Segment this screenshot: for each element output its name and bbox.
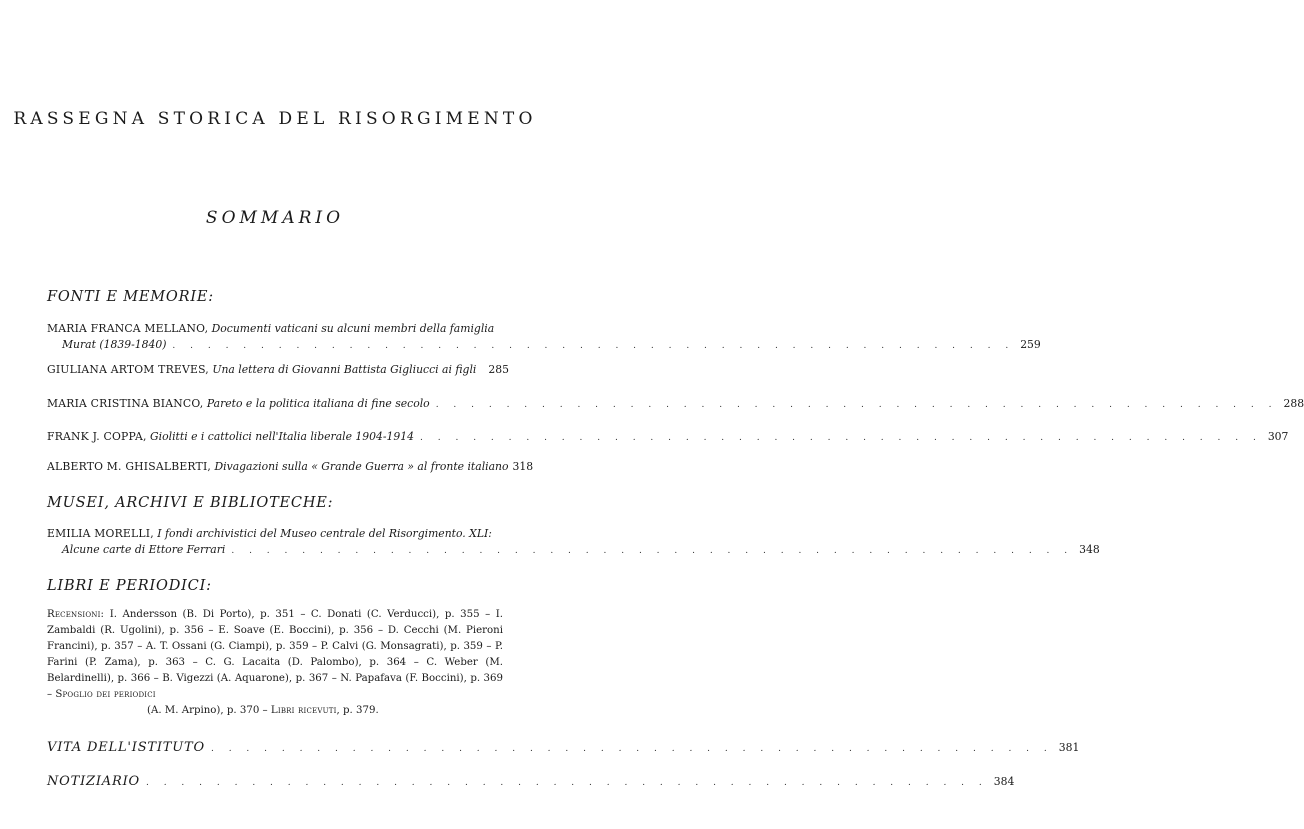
dot-leader: . . . . . . . . . . . . . . . . . . . . . . . . . . . . . . . . . . . . . . . . . . . . . . . . xyxy=(231,546,1074,556)
entry-title: Documenti vaticani su alcuni membri della famiglia xyxy=(211,322,495,335)
libri-ricevuti-page: , p. 379. xyxy=(336,705,379,716)
section-heading-fonti: FONTI E MEMORIE: xyxy=(47,289,214,305)
page-number: 288 xyxy=(1283,397,1304,410)
dot-leader: . . . . . . . . . . . . . . . . . . . . . . . . . . . . . . . . . . . . . . . . . . . . . . . . xyxy=(210,744,1053,754)
entry-title: Giolitti e i cattolici nell'Italia liberale 1904-1914 xyxy=(150,430,415,443)
dot-leader: . . . . . . . . . . . . . . . . . . . . . . . . . . . . . . . . . . . . . . . . . . . . . . . . xyxy=(145,778,988,788)
dot-leader: . . . . . . . . . . . . . . . . . . . . . . . . . . . . . . . . . . . . . . . . . . . . . . . . xyxy=(435,400,1278,410)
spoglio-detail: (A. M. Arpino), p. 370 – xyxy=(147,705,268,716)
section-heading-libri: LIBRI E PERIODICI: xyxy=(47,578,212,594)
toc-entry-mellano xyxy=(47,321,1041,354)
entry-title: I fondi archivistici del Museo centrale del Risorgimento. XLI: xyxy=(157,527,492,540)
entry-author: ALBERTO M. GHISALBERTI, xyxy=(47,460,212,473)
page-number: 285 xyxy=(488,363,509,376)
entry-title: Divagazioni sulla « Grande Guerra » al fronte italiano xyxy=(214,460,509,473)
toc-entry-ghisalberti xyxy=(47,459,534,475)
entry-title: Una lettera di Giovanni Battista Gigliucci ai figli xyxy=(212,363,477,376)
toc-entry-morelli xyxy=(47,526,1100,559)
entry-title: Pareto e la politica italiana di fine secolo xyxy=(206,397,430,410)
entry-title-continued: Alcune carte di Ettore Ferrari xyxy=(62,543,226,556)
reviews-list: I. Andersson (B. Di Porto), p. 351 – C. Donati (C. Verducci), p. 355 – I. Zambaldi (R. Ugolini), p. 356 – E. Soave (E. Boccini), p. 356 – D. Cecchi (M. Pieroni Francini), p. 357 – A. T. Ossani (G. Ciampi), p. 359 – P. Calvi (G. Monsagrati), p. 359 – P. Farini (P. Zama), p. 363 – C. G. Lacaita (D. Palombo), p. 364 – C. Weber (M. Belardinelli), p. 366 – B. Vigezzi (A. Aquarone), p. 367 – N. Papafava (F. Boccini), p. 369 – xyxy=(47,609,503,700)
spoglio-label: Spoglio dei periodici xyxy=(55,689,156,700)
section-heading-musei: MUSEI, ARCHIVI E BIBLIOTECHE: xyxy=(47,495,334,511)
page-number: 307 xyxy=(1267,430,1289,443)
entry-author: FRANK J. COPPA, xyxy=(47,430,147,443)
libri-ricevuti-label: Libri ricevuti xyxy=(270,705,337,716)
toc-entry-coppa xyxy=(47,429,1289,446)
toc-entry-artom-treves xyxy=(47,362,509,379)
recensioni-label: Recensioni: xyxy=(47,609,105,620)
dot-leader: . . . . . . . . . . . . . . . . . . . . . . . . . . . . . . . . . . . . . . . . . . . . . . . . xyxy=(420,433,1262,443)
entry-author: MARIA FRANCA MELLANO, xyxy=(47,322,209,335)
journal-title: RASSEGNA STORICA DEL RISORGIMENTO xyxy=(13,109,537,129)
toc-entry-vita xyxy=(47,740,1080,755)
entry-title-continued: Murat (1839-1840) xyxy=(62,338,167,351)
page-number: 381 xyxy=(1058,741,1080,754)
entry-author: MARIA CRISTINA BIANCO, xyxy=(47,397,204,410)
reviews-paragraph xyxy=(47,607,503,719)
toc-entry-bianco xyxy=(47,396,1304,413)
section-heading-notiziario: NOTIZIARIO xyxy=(47,774,140,789)
page-number: 384 xyxy=(993,775,1015,788)
entry-author: GIULIANA ARTOM TREVES, xyxy=(47,363,209,376)
section-heading-vita: VITA DELL'ISTITUTO xyxy=(47,740,205,755)
entry-author: EMILIA MORELLI, xyxy=(47,527,154,540)
toc-entry-notiziario xyxy=(47,774,1015,789)
dot-leader: . . . . . . . . . . . . . . . . . . . . . . . . . . . . . . . . . . . . . . . . . . . . . . . . xyxy=(172,341,1015,351)
contents-title: SOMMARIO xyxy=(205,208,345,228)
page-number: 318 xyxy=(512,460,534,473)
page-number: 259 xyxy=(1020,338,1041,351)
page-number: 348 xyxy=(1079,543,1100,556)
